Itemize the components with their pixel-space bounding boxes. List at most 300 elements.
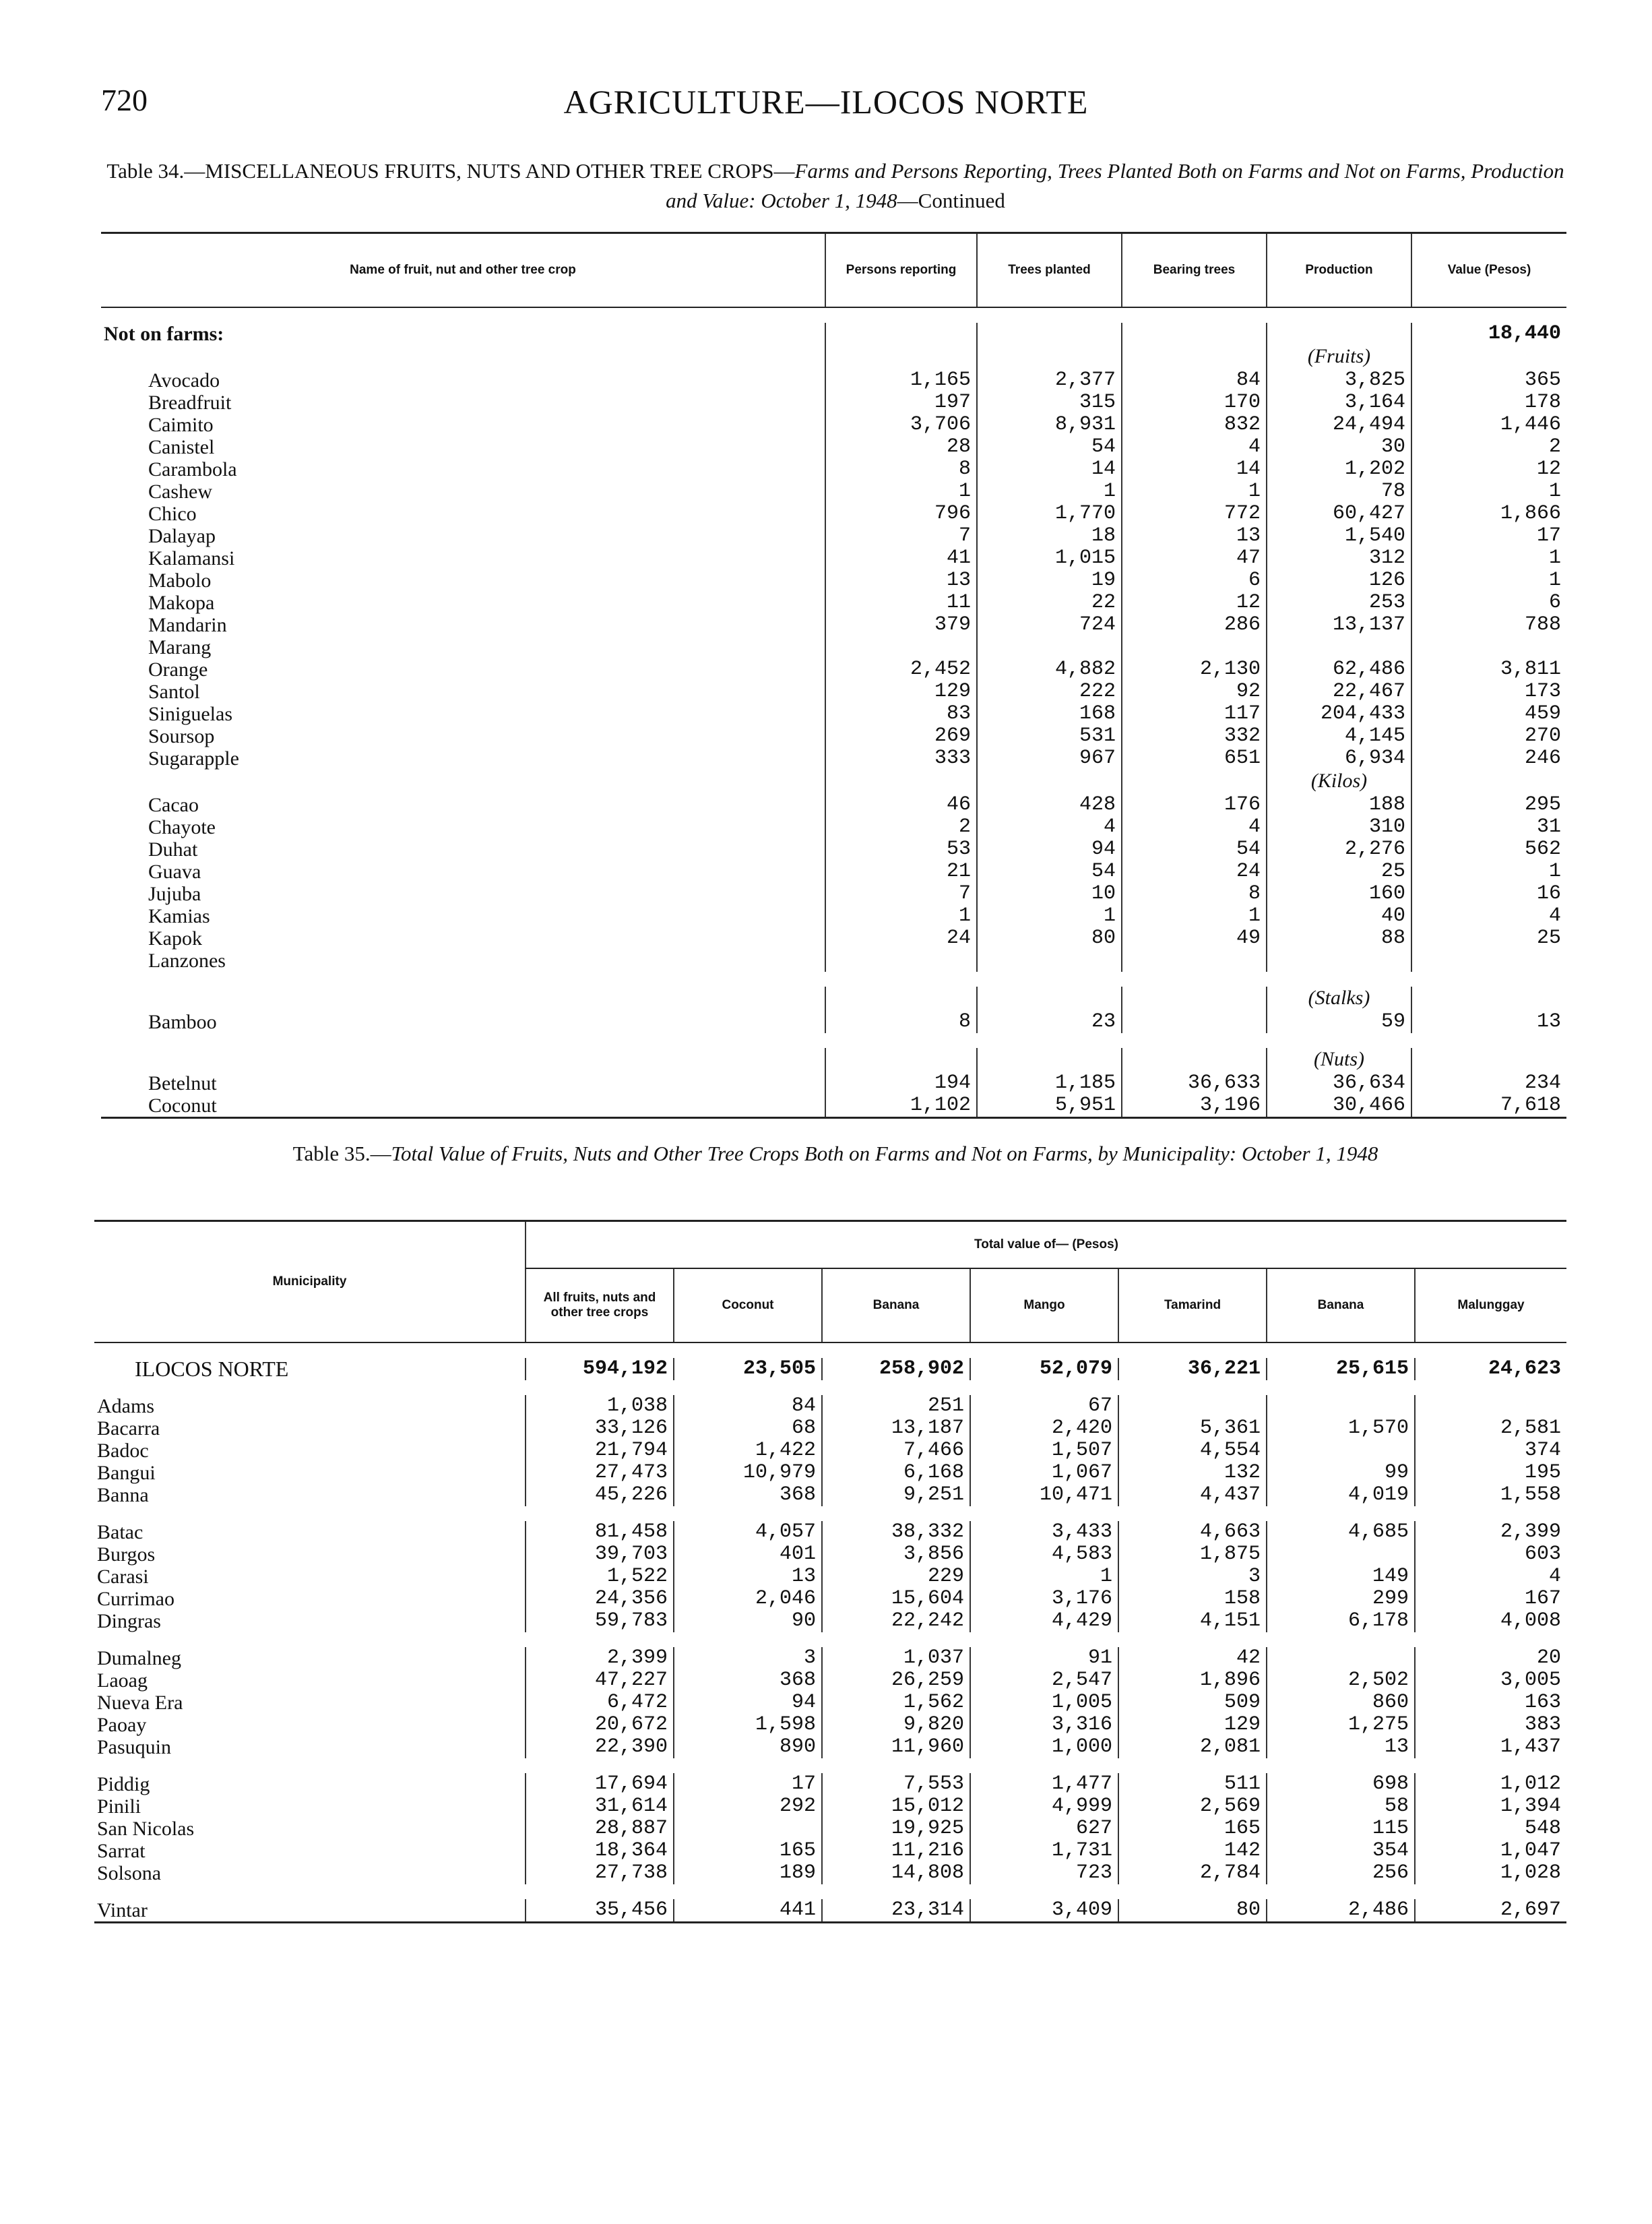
value-tamarind: 80 [1118,1899,1267,1923]
value-tamarind: 1,875 [1118,1543,1267,1566]
unit-row-cell [1267,987,1411,1011]
crop-value: 1 [1411,861,1566,883]
table-row [101,703,1566,725]
table-row [94,1440,1566,1462]
col-header-coconut: Coconut [674,1268,822,1342]
value-banana-2: 4,685 [1267,1521,1415,1543]
crop-trees: 1 [977,905,1122,927]
crop-trees: 1,185 [977,1072,1122,1094]
unit-row-cell [1411,987,1566,1011]
value-tamarind: 4,437 [1118,1484,1267,1506]
unit-row-cell [825,1048,977,1072]
value-tamarind: 129 [1118,1714,1267,1736]
municipality-name: Batac [97,1520,144,1543]
crop-value: 246 [1411,747,1566,770]
crop-persons: 7 [825,525,977,547]
crop-value: 365 [1411,369,1566,392]
value-coconut [674,1818,822,1840]
unit-row-cell [1411,1048,1566,1072]
table-row [101,1094,1566,1118]
crop-bearing: 2,130 [1122,658,1267,681]
spacer-cell [94,1342,1566,1358]
municipality-name: Vintar [94,1899,526,1923]
crop-persons: 11 [825,592,977,614]
municipality-name: Currimao [97,1587,174,1610]
table-row [101,1011,1566,1033]
value-all-fruits: 28,887 [526,1818,674,1840]
value-coconut: 441 [674,1899,822,1923]
col-header-all-fruits: All fruits, nuts and other tree crops [526,1268,674,1342]
table-row [101,614,1566,636]
table-row [101,681,1566,703]
crop-bearing: 332 [1122,725,1267,747]
crop-bearing: 4 [1122,436,1267,458]
value-all-fruits: 31,614 [526,1795,674,1818]
value-all-fruits: 59,783 [526,1610,674,1632]
crop-trees: 5,951 [977,1094,1122,1118]
crop-bearing [1122,950,1267,972]
table-row [94,1818,1566,1840]
crop-production: 310 [1267,816,1411,838]
crop-production: 4,145 [1267,725,1411,747]
value-coconut: 890 [674,1736,822,1758]
unit-row-cell [101,345,825,369]
crop-persons: 2,452 [825,658,977,681]
crop-persons: 21 [825,861,977,883]
crop-trees: 4,882 [977,658,1122,681]
table-row [94,1736,1566,1758]
value-tamarind: 4,151 [1118,1610,1267,1632]
crop-trees: 222 [977,681,1122,703]
value-all-fruits: 17,694 [526,1773,674,1795]
value-banana-2: 1,275 [1267,1714,1415,1736]
crop-value: 4 [1411,905,1566,927]
value-malunggay: 2,697 [1415,1899,1566,1923]
value-banana: 3,856 [822,1543,970,1566]
crop-persons: 333 [825,747,977,770]
unit-row-cell [1122,1048,1267,1072]
value-mango: 3,316 [970,1714,1118,1736]
crop-production: 24,494 [1267,414,1411,436]
unit-row-cell [825,770,977,794]
value-malunggay: 548 [1415,1818,1566,1840]
crop-production: 3,164 [1267,392,1411,414]
crop-trees: 1,770 [977,503,1122,525]
unit-label: (Nuts) [1314,1047,1364,1070]
value-all-fruits: 22,390 [526,1736,674,1758]
value-all-fruits: 33,126 [526,1417,674,1440]
municipality-name: Pinili [97,1795,141,1818]
value-malunggay: 374 [1415,1440,1566,1462]
value-tamarind: 1,896 [1118,1669,1267,1692]
crop-name: Sugarapple [148,747,239,770]
page-number: 720 [101,83,148,117]
crop-name: Betelnut [148,1072,217,1094]
crop-value: 31 [1411,816,1566,838]
crop-production: 2,276 [1267,838,1411,861]
crop-persons: 197 [825,392,977,414]
value-all-fruits: 27,738 [526,1862,674,1884]
crop-production: 312 [1267,547,1411,569]
value-tamarind: 2,784 [1118,1862,1267,1884]
value-malunggay: 2,581 [1415,1417,1566,1440]
table35-caption [101,1139,1570,1169]
table-row [101,725,1566,747]
crop-value: 13 [1411,1011,1566,1033]
crop-name: Canistel [148,435,215,458]
value-mango: 4,999 [970,1795,1118,1818]
running-head: AGRICULTURE—ILOCOS NORTE [563,83,1089,121]
unit-row-cell [1267,770,1411,794]
unit-label: (Stalks) [1308,986,1370,1009]
table-row [94,1417,1566,1440]
crop-name: Chayote [148,815,216,838]
crop-trees: 19 [977,569,1122,592]
municipality-name: Adams [97,1394,154,1417]
crop-name: Orange [148,658,208,681]
unit-row-cell [101,770,825,794]
spacer-row [94,1380,1566,1395]
value-tamarind: 3 [1118,1566,1267,1588]
table-row [94,1714,1566,1736]
municipality-name: Bacarra [97,1417,160,1440]
value-mango: 3,409 [970,1899,1118,1923]
value-banana-2: 4,019 [1267,1484,1415,1506]
crop-bearing: 36,633 [1122,1072,1267,1094]
crop-trees: 23 [977,1011,1122,1033]
value-mango: 91 [970,1647,1118,1669]
crop-persons: 194 [825,1072,977,1094]
crop-name: Mandarin [148,613,227,636]
value-tamarind: 158 [1118,1588,1267,1610]
table-row [101,503,1566,525]
crop-trees: 1,015 [977,547,1122,569]
value-coconut: 1,598 [674,1714,822,1736]
spacer-row [94,1884,1566,1899]
crop-production: 88 [1267,927,1411,950]
value-malunggay: 1,437 [1415,1736,1566,1758]
value-mango: 67 [970,1395,1118,1417]
crop-name: Kapok [148,927,202,950]
value-malunggay: 1,012 [1415,1773,1566,1795]
crop-bearing: 84 [1122,369,1267,392]
municipality-name: Bangui [97,1461,156,1484]
value-tamarind: 4,663 [1118,1521,1267,1543]
crop-trees: 18 [977,525,1122,547]
crop-name: Marang [148,636,212,658]
col-header-name: Name of fruit, nut and other tree crop [101,233,825,307]
crop-value: 12 [1411,458,1566,481]
col-header-malunggay: Malunggay [1415,1268,1566,1342]
unit-label: (Fruits) [1307,344,1371,367]
value-mango: 4,583 [970,1543,1118,1566]
crop-trees [977,950,1122,972]
total-mango: 52,079 [970,1358,1118,1380]
total-banana-2: 25,615 [1267,1358,1415,1380]
crop-production: 188 [1267,794,1411,816]
crop-bearing: 4 [1122,816,1267,838]
value-malunggay: 2,399 [1415,1521,1566,1543]
value-banana-2: 6,178 [1267,1610,1415,1632]
value-mango: 1,067 [970,1462,1118,1484]
table-row [101,927,1566,950]
crop-value: 16 [1411,883,1566,905]
crop-trees: 4 [977,816,1122,838]
value-coconut: 10,979 [674,1462,822,1484]
col-header-banana-2: Banana [1267,1268,1415,1342]
crop-production: 126 [1267,569,1411,592]
table-row [94,1647,1566,1669]
value-coconut: 13 [674,1566,822,1588]
value-banana: 6,168 [822,1462,970,1484]
municipality-name: San Nicolas [97,1817,195,1840]
crop-value: 788 [1411,614,1566,636]
table-row [94,1899,1566,1923]
unit-row-cell [1411,345,1566,369]
crop-persons: 129 [825,681,977,703]
value-banana: 38,332 [822,1521,970,1543]
total-coconut: 23,505 [674,1358,822,1380]
crop-bearing: 1 [1122,481,1267,503]
crop-persons: 41 [825,547,977,569]
crop-bearing: 92 [1122,681,1267,703]
crop-trees: 8,931 [977,414,1122,436]
unit-row-cell [977,987,1122,1011]
table-row [101,525,1566,547]
value-malunggay: 20 [1415,1647,1566,1669]
value-tamarind: 2,081 [1118,1736,1267,1758]
value-mango: 723 [970,1862,1118,1884]
table-row [94,1862,1566,1884]
crop-name: Carambola [148,458,237,481]
value-mango: 1,000 [970,1736,1118,1758]
crop-bearing: 3,196 [1122,1094,1267,1118]
col-group-header-total-value: Total value of— (Pesos) [526,1221,1566,1268]
value-mango: 3,176 [970,1588,1118,1610]
value-coconut: 4,057 [674,1521,822,1543]
municipality-name: Sarrat [97,1839,146,1862]
total-tamarind: 36,221 [1118,1358,1267,1380]
spacer-row [94,1342,1566,1358]
crop-name: Duhat [148,838,198,861]
col-header-mango: Mango [970,1268,1118,1342]
municipality-name: Laoag [97,1669,148,1692]
value-mango: 1,731 [970,1840,1118,1862]
table-row [101,1072,1566,1094]
value-tamarind: 142 [1118,1840,1267,1862]
municipality-name: Burgos [97,1543,156,1566]
table-row [101,636,1566,658]
crop-persons: 1,165 [825,369,977,392]
value-malunggay: 4 [1415,1566,1566,1588]
spacer-row [101,1033,1566,1048]
crop-name: Dalayap [148,524,216,547]
table-row [94,1395,1566,1417]
crop-persons: 28 [825,436,977,458]
value-all-fruits: 47,227 [526,1669,674,1692]
province-name: ILOCOS NORTE [135,1356,289,1381]
crop-value: 295 [1411,794,1566,816]
municipality-name: Solsona [97,1861,162,1884]
value-banana: 14,808 [822,1862,970,1884]
crop-production: 30 [1267,436,1411,458]
crop-persons: 1,102 [825,1094,977,1118]
municipality-name: Piddig [97,1772,150,1795]
crop-value: 7,618 [1411,1094,1566,1118]
value-banana-2: 2,502 [1267,1669,1415,1692]
table-row [101,950,1566,972]
unit-row-cell [825,345,977,369]
crop-persons: 8 [825,458,977,481]
crop-production: 3,825 [1267,369,1411,392]
col-header-production: Production [1267,233,1411,307]
value-banana-2: 13 [1267,1736,1415,1758]
crop-production: 62,486 [1267,658,1411,681]
value-banana-2 [1267,1440,1415,1462]
crop-value: 459 [1411,703,1566,725]
total-row [94,1358,1566,1380]
crop-value: 1 [1411,569,1566,592]
crop-production [1267,950,1411,972]
crop-persons: 3,706 [825,414,977,436]
spacer-row [94,1632,1566,1647]
value-coconut: 1,422 [674,1440,822,1462]
value-tamarind: 165 [1118,1818,1267,1840]
crop-value: 234 [1411,1072,1566,1094]
crop-production: 78 [1267,481,1411,503]
crop-trees: 80 [977,927,1122,950]
unit-row-cell [1267,1048,1411,1072]
col-header-persons: Persons reporting [825,233,977,307]
value-all-fruits: 20,672 [526,1714,674,1736]
crop-value: 2 [1411,436,1566,458]
table-row [101,481,1566,503]
crop-bearing: 54 [1122,838,1267,861]
col-header-trees: Trees planted [977,233,1122,307]
value-all-fruits: 24,356 [526,1588,674,1610]
value-all-fruits: 2,399 [526,1647,674,1669]
value-coconut: 189 [674,1862,822,1884]
spacer-cell [94,1758,1566,1773]
value-banana: 9,820 [822,1714,970,1736]
value-banana-2: 99 [1267,1462,1415,1484]
value-banana-2: 698 [1267,1773,1415,1795]
crop-name: Lanzones [148,949,226,972]
value-mango: 2,547 [970,1669,1118,1692]
crop-bearing [1122,1011,1267,1033]
unit-row-cell [977,770,1122,794]
crop-production: 36,634 [1267,1072,1411,1094]
spacer-cell [94,1506,1566,1521]
value-mango: 4,429 [970,1610,1118,1632]
crop-bearing: 8 [1122,883,1267,905]
crop-value: 562 [1411,838,1566,861]
value-banana-2: 149 [1267,1566,1415,1588]
crop-bearing: 47 [1122,547,1267,569]
value-coconut: 90 [674,1610,822,1632]
value-all-fruits: 18,364 [526,1840,674,1862]
crop-production: 253 [1267,592,1411,614]
value-tamarind: 132 [1118,1462,1267,1484]
value-banana: 229 [822,1566,970,1588]
table-row [94,1521,1566,1543]
value-banana: 23,314 [822,1899,970,1923]
value-malunggay: 3,005 [1415,1669,1566,1692]
unit-row-cell [977,1048,1122,1072]
crop-production: 204,433 [1267,703,1411,725]
crop-bearing: 6 [1122,569,1267,592]
spacer-cell [101,1033,1566,1048]
value-banana-2: 115 [1267,1818,1415,1840]
value-malunggay: 603 [1415,1543,1566,1566]
group-value: 18,440 [1411,323,1566,345]
municipality-name: Carasi [97,1565,149,1588]
table-row [101,816,1566,838]
table-row [94,1462,1566,1484]
crop-name: Breadfruit [148,391,232,414]
crop-trees: 22 [977,592,1122,614]
crop-name: Avocado [148,369,220,392]
municipality-name: Nueva Era [97,1691,183,1714]
crop-trees [977,636,1122,658]
col-header-value: Value (Pesos) [1411,233,1566,307]
crop-value: 270 [1411,725,1566,747]
crop-name: Mabolo [148,569,212,592]
value-malunggay: 1,558 [1415,1484,1566,1506]
value-malunggay [1415,1395,1566,1417]
crop-persons [825,950,977,972]
crop-trees: 531 [977,725,1122,747]
table-row [94,1484,1566,1506]
group-empty-cell [1267,323,1411,345]
value-all-fruits: 27,473 [526,1462,674,1484]
crop-persons [825,636,977,658]
table-row [101,861,1566,883]
crop-production: 59 [1267,1011,1411,1033]
value-banana-2: 2,486 [1267,1899,1415,1923]
col-header-municipality: Municipality [94,1221,526,1342]
value-banana-2: 58 [1267,1795,1415,1818]
municipality-name: Dumalneg [97,1646,181,1669]
value-all-fruits: 6,472 [526,1692,674,1714]
total-banana: 258,902 [822,1358,970,1380]
table34-caption-lead: Table 34.—MISCELLANEOUS FRUITS, NUTS AND OTHER TREE CROPS— [106,159,795,183]
crop-name: Guava [148,860,201,883]
value-all-fruits: 81,458 [526,1521,674,1543]
crop-trees: 2,377 [977,369,1122,392]
crop-bearing: 651 [1122,747,1267,770]
spacer-cell [101,972,1566,987]
value-coconut: 292 [674,1795,822,1818]
table-row [94,1610,1566,1632]
crop-persons: 796 [825,503,977,525]
value-coconut: 165 [674,1840,822,1862]
crop-persons: 83 [825,703,977,725]
total-all-fruits: 594,192 [526,1358,674,1380]
unit-row-cell [1122,345,1267,369]
spacer-row [94,1758,1566,1773]
crop-production: 160 [1267,883,1411,905]
value-mango: 1,005 [970,1692,1118,1714]
value-banana: 11,216 [822,1840,970,1862]
table-row [101,905,1566,927]
crop-name: Kamias [148,904,210,927]
group-empty-cell [977,323,1122,345]
crop-name: Chico [148,502,197,525]
crop-bearing: 1 [1122,905,1267,927]
value-all-fruits: 21,794 [526,1440,674,1462]
table-row [101,436,1566,458]
